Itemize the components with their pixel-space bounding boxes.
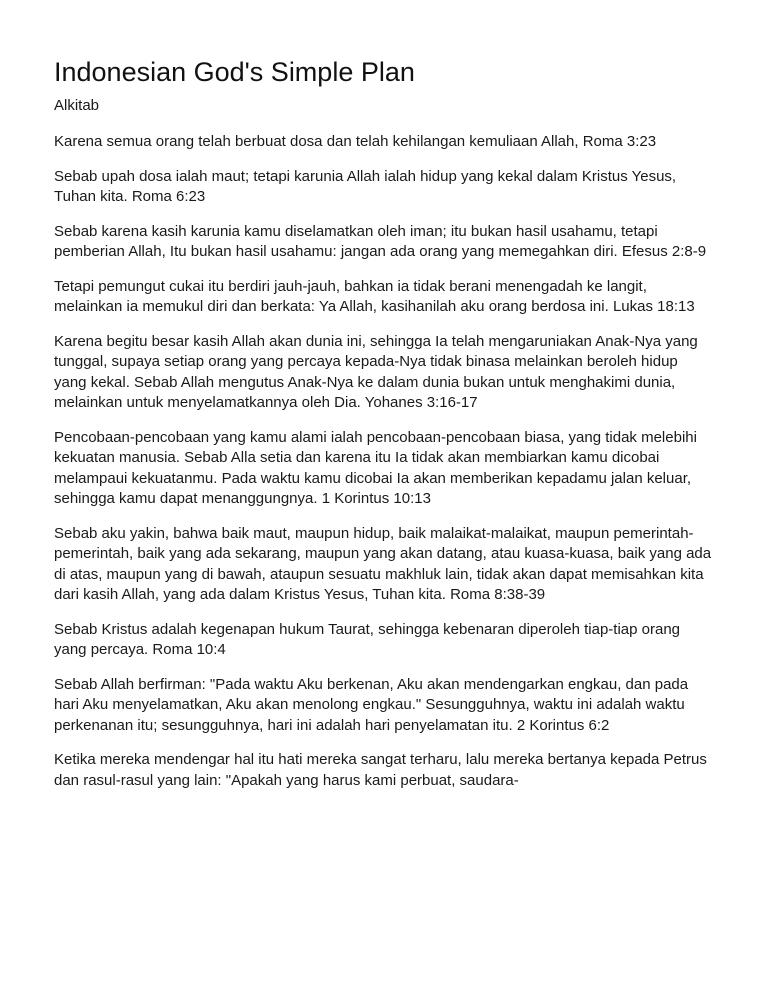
- paragraph-lukas-18-13: Tetapi pemungut cukai itu berdiri jauh-jauh, bahkan ia tidak berani menengadah ke langit, melainkan ia memukul diri dan berkata: Ya Allah, kasihanilah aku orang berdosa ini. Lukas 18:13: [54, 277, 695, 315]
- paragraph-roma-8-38-39: Sebab aku yakin, bahwa baik maut, maupun hidup, baik malaikat-malaikat, maupun pemerintah-pemerintah, baik yang ada sekarang, maupun yang akan datang, atau kuasa-kuasa, baik yang ada di atas, maupun yang di bawah, ataupun sesuatu makhluk lain, tidak akan dapat memisahkan kita dari kasih Allah, yang ada dalam Kristus Yesus, Tuhan kita. Roma 8:38-39: [54, 524, 712, 603]
- document-title: Indonesian God's Simple Plan: [54, 57, 415, 87]
- paragraph-yohanes-3-16-17: Karena begitu besar kasih Allah akan dunia ini, sehingga Ia telah mengaruniakan Anak-Nya yang tunggal, supaya setiap orang yang percaya kepada-Nya tidak binasa melainkan beroleh hidup yang kekal. Sebab Allah mengutus Anak-Nya ke dalam dunia bukan untuk menghakimi dunia, melainkan untuk menyelamatkannya oleh Dia. Yohanes 3:16-17: [54, 332, 698, 411]
- paragraph-1-korintus-10-13: Pencobaan-pencobaan yang kamu alami ialah pencobaan-pencobaan biasa, yang tidak melebihi kekuatan manusia. Sebab Alla setia dan karena itu Ia tidak akan membiarkan kamu dicobai melampaui kekuatanmu. Pada waktu kamu dicobai Ia akan memberikan kepadamu jalan keluar, sehingga kamu dapat menanggungnya. 1 Korintus 10:13: [54, 428, 697, 507]
- paragraph-truncated: Ketika mereka mendengar hal itu hati mereka sangat terharu, lalu mereka bertanya kepada Petrus dan rasul-rasul yang lain: "Apakah yang harus kami perbuat, saudara-: [54, 751, 707, 789]
- paragraph-efesus-2-8-9: Sebab karena kasih karunia kamu diselamatkan oleh iman; itu bukan hasil usahamu, tetapi pemberian Allah, Itu bukan hasil usahamu: jangan ada orang yang memegahkan diri. Efesus 2:8-9: [54, 222, 707, 260]
- paragraph-roma-10-4: Sebab Kristus adalah kegenapan hukum Taurat, sehingga kebenaran diperoleh tiap-tiap orang yang percaya. Roma 10:4: [54, 620, 681, 658]
- paragraph-roma-6-23: Sebab upah dosa ialah maut; tetapi karunia Allah ialah hidup yang kekal dalam Kristus Yesus, Tuhan kita. Roma 6:23: [54, 167, 677, 205]
- paragraph-2-korintus-6-2: Sebab Allah berfirman: "Pada waktu Aku berkenan, Aku akan mendengarkan engkau, dan pada hari Aku menyelamatkan, Aku akan menolong engkau." Sesungguhnya, waktu ini adalah waktu perkenanan itu; sesungguhnya, hari ini adalah hari penyelamatan itu. 2 Korintus 6:2: [54, 675, 689, 734]
- paragraph-roma-3-23: Karena semua orang telah berbuat dosa dan telah kehilangan kemuliaan Allah, Roma 3:23: [54, 133, 657, 150]
- document-subtitle: Alkitab: [54, 97, 100, 114]
